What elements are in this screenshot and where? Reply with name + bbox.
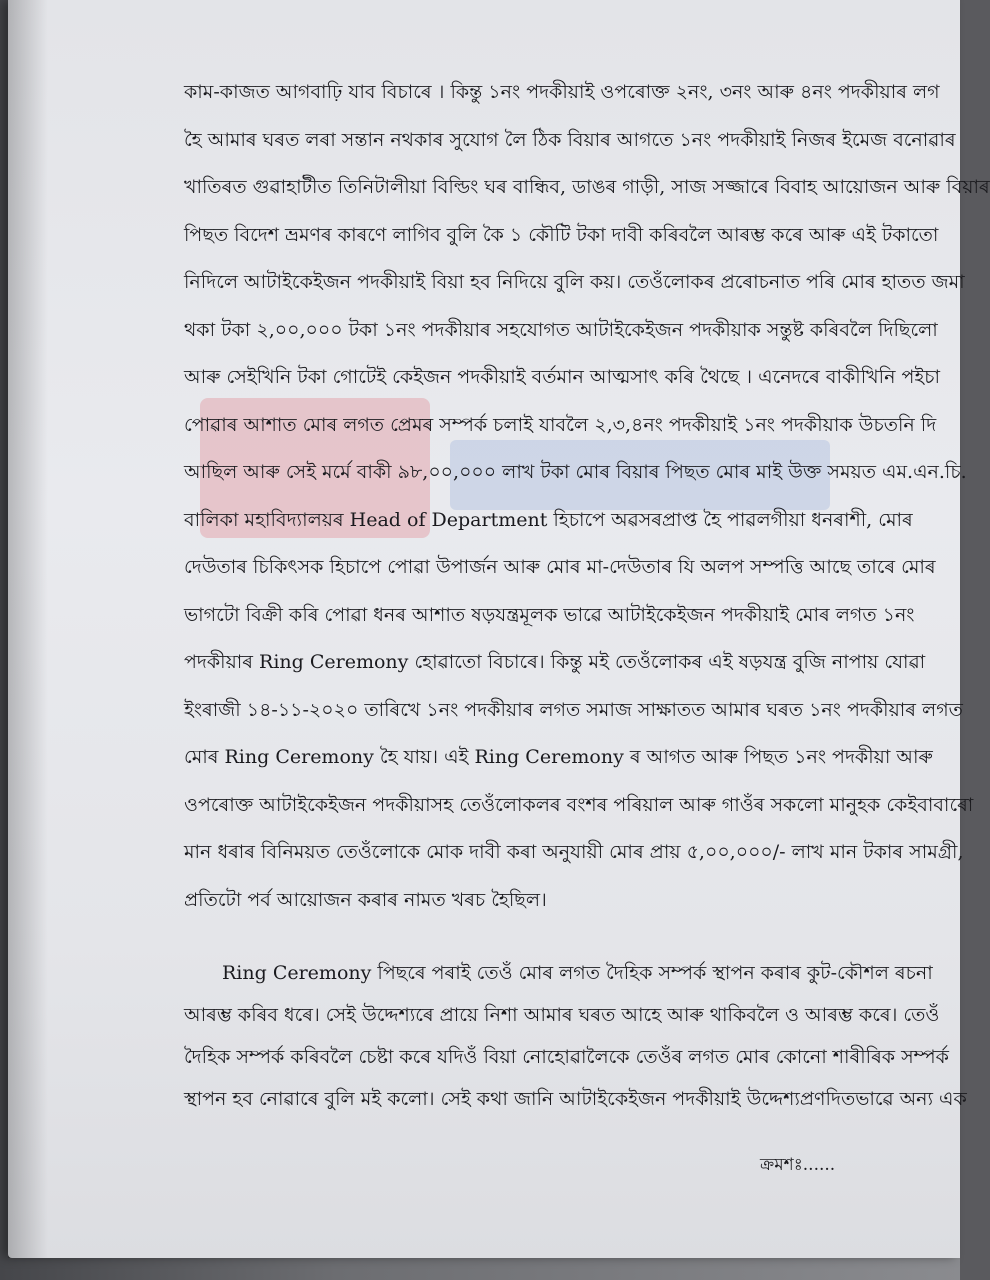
- text-line: ওপৰোক্ত আটাইকেইজন পদকীয়াসহ তেওঁলোকলৰ বংশৰ পৰিয়াল আৰু গাওঁৰ সকলো মানুহক কেইবাবাৰো: [184, 794, 974, 816]
- text-line: আছিল আৰু সেই মৰ্মে বাকী ৯৮,০০,০০০ লাখ টকা মোৰ বিয়াৰ পিছত মোৰ মাই উক্ত সময়ত এম.এন.চি.: [184, 461, 967, 483]
- text-line: মোৰ Ring Ceremony হৈ যায়। এই Ring Ceremony ৰ আগত আৰু পিছত ১নং পদকীয়া আৰু: [184, 746, 933, 768]
- text-line: ভাগটো বিক্ৰী কৰি পোৱা ধনৰ আশাত ষড়যন্ত্ৰমূলক ভাৱে আটাইকেইজন পদকীয়াই মোৰ লগত ১নং: [184, 604, 915, 626]
- text-line: পিছত বিদেশ ভ্ৰমণৰ কাৰণে লাগিব বুলি কৈ ১ কৌটি টকা দাবী কৰিবলৈ আৰম্ভ কৰে আৰু এই টকাতো: [184, 224, 939, 246]
- text-line: প্ৰতিটো পৰ্ব আয়োজন কৰাৰ নামত খৰচ হৈছিল।: [184, 889, 547, 911]
- text-line: মান ধৰাৰ বিনিময়ত তেওঁলোকে মোক দাবী কৰা অনুযায়ী মোৰ প্ৰায় ৫,০০,০০০/- লাখ মান টকাৰ সামগ্ৰী,: [184, 841, 964, 863]
- text-line: পোৱাৰ আশাত মোৰ লগত প্ৰেমৰ সম্পৰ্ক চলাই যাবলৈ ২,৩,৪নং পদকীয়াই ১নং পদকীয়াক উচতনি দি: [184, 414, 937, 436]
- text-line: আৰম্ভ কৰিব ধৰে। সেই উদ্দেশ্যৰে প্ৰায়ে নিশা আমাৰ ঘৰত আহে আৰু থাকিবলৈ ও আৰম্ভ কৰে। তেওঁ: [184, 1004, 940, 1026]
- text-line: নিদিলে আটাইকেইজন পদকীয়াই বিয়া হব নিদিয়ে বুলি কয়। তেওঁলোকৰ প্ৰৰোচনাত পৰি মোৰ হাতত জমা: [184, 271, 965, 293]
- continued-marker: ক্ৰমশঃ......: [760, 1155, 836, 1175]
- text-line: আৰু সেইখিনি টকা গোটেই কেইজন পদকীয়াই বৰ্তমান আত্মসাৎ কৰি থৈছে । এনেদৰে বাকীখিনি পইচা: [184, 366, 940, 388]
- text-line: দৈহিক সম্পৰ্ক কৰিবলৈ চেষ্টা কৰে যদিওঁ বিয়া নোহোৱালৈকে তেওঁৰ লগত মোৰ কোনো শাৰীৰিক সম্পৰ্ক: [184, 1046, 949, 1068]
- text-line: দেউতাৰ চিকিৎসক হিচাপে পোৱা উপাৰ্জন আৰু মোৰ মা-দেউতাৰ যি অলপ সম্পত্তি আছে তাৰে মোৰ: [184, 556, 936, 578]
- text-line: স্থাপন হব নোৱাৰে বুলি মই কলো। সেই কথা জানি আটাইকেইজন পদকীয়াই উদ্দেশ্যপ্ৰণদিতভাৱে অন্য এক: [184, 1088, 967, 1110]
- text-line: হৈ আমাৰ ঘৰত লৰা সন্তান নথকাৰ সুযোগ লৈ ঠিক বিয়াৰ আগতে ১নং পদকীয়াই নিজৰ ইমেজ বনোৱাৰ: [184, 129, 956, 151]
- text-line: বালিকা মহাবিদ্যালয়ৰ Head of Department হিচাপে অৱসৰপ্ৰাপ্ত হৈ পাৱলগীয়া ধনৰাশী, মোৰ: [184, 509, 913, 531]
- text-line: পদকীয়াৰ Ring Ceremony হোৱাতো বিচাৰে। কিন্তু মই তেওঁলোকৰ এই ষড়যন্ত্ৰ বুজি নাপায় যোৱা: [184, 651, 926, 673]
- text-line: খাতিৰত গুৱাহাটীত তিনিটালীয়া বিল্ডিং ঘৰ বান্ধিব, ডাঙৰ গাড়ী, সাজ সজ্জাৰে বিবাহ আয়োজন আৰু বিয়াৰ: [184, 176, 990, 198]
- text-line: Ring Ceremony পিছৰে পৰাই তেওঁ মোৰ লগত দৈহিক সম্পৰ্ক স্থাপন কৰাৰ কুট-কৌশল ৰচনা: [222, 962, 933, 984]
- text-line: থকা টকা ২,০০,০০০ টকা ১নং পদকীয়াৰ সহযোগত আটাইকেইজন পদকীয়াক সন্তুষ্ট কৰিবলৈ দিছিলো: [184, 319, 938, 341]
- text-line: ইংৰাজী ১৪-১১-২০২০ তাৰিখে ১নং পদকীয়াৰ লগত সমাজ সাক্ষাতত আমাৰ ঘৰত ১নং পদকীয়াৰ লগত: [184, 699, 963, 721]
- text-line: কাম-কাজত আগবাঢ়ি যাব বিচাৰে । কিন্তু ১নং পদকীয়াই ওপৰোক্ত ২নং, ৩নং আৰু ৪নং পদকীয়াৰ লগ: [184, 81, 940, 103]
